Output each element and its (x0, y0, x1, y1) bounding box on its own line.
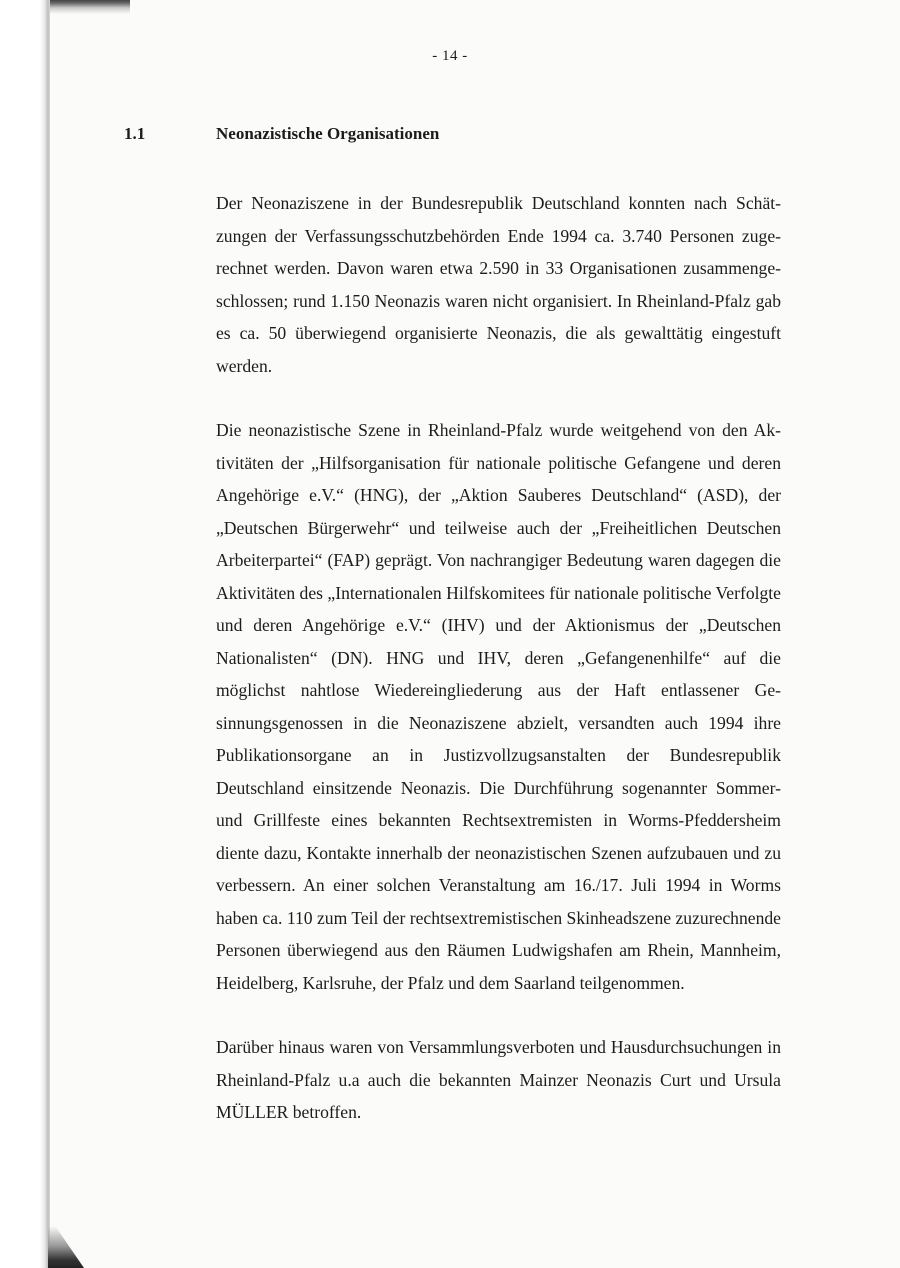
paragraph: Darüber hinaus waren von Versammlungsverboten und Hausdurchsuchungen in Rheinland-Pfalz u.a auch die bekannten Mainzer Neonazis Curt und Ursula MÜLLER betroffen. (216, 1037, 781, 1122)
paragraph: Der Neonaziszene in der Bundesrepublik Deutschland konnten nach Schätzungen der Verfassungsschutzbehörden Ende 1994 ca. 3.740 Personen zugerechnet werden. Davon waren etwa 2.590 in 33 Organisationen zusammengeschlossen; rund 1.150 Neonazis waren nicht organisiert. In Rheinland-Pfalz gab es ca. 50 überwiegend organisierte Neonazis, die als gewalttätig eingestuft werden. (216, 193, 781, 376)
scan-corner-top (50, 0, 130, 14)
section-title: Neonazistische Organisationen (216, 124, 440, 143)
scan-edge (0, 0, 50, 1268)
section-number: 1.1 (124, 124, 146, 143)
section-heading (124, 124, 439, 144)
page-number: - 14 - (432, 48, 468, 64)
body-text (216, 187, 781, 1161)
scan-corner-bottom (48, 1226, 84, 1268)
paragraph: Die neonazistische Szene in Rheinland-Pfalz wurde weitgehend von den Aktivitäten der „Hilfsorganisation für nationale politische Gefangene und deren Angehörige e.V.“ (HNG), der „Aktion Sauberes Deutschland“ (ASD), der „Deutschen Bürgerwehr“ und teilweise auch der „Freiheitlichen Deutschen Arbeiterpartei“ (FAP) geprägt. Von nachrangiger Bedeutung waren dagegen die Aktivitäten des „Internationalen Hilfskomitees für nationale politische Verfolgte und deren Angehörige e.V.“ (IHV) und der Aktionismus der „Deutschen Nationalisten“ (DN). HNG und IHV, deren „Gefangenenhilfe“ auf die möglichst nahtlose Wiedereingliederung aus der Haft entlassener Gesinnungsgenossen in die Neonaziszene abzielt, versandten auch 1994 ihre Publikationsorgane an in Justizvollzugsanstalten der Bundesrepublik Deutschland einsitzende Neonazis. Die Durchführung sogenannter Sommer- und Grillfeste eines bekannten Rechtsextremisten in Worms-Pfeddersheim diente dazu, Kontakte innerhalb der neonazistischen Szenen aufzubauen und zu verbessern. An einer solchen Veranstaltung am 16./17. Juli 1994 in Worms haben ca. 110 zum Teil der rechtsextremistischen Skinheadszene zuzurechnende Personen überwiegend aus den Räumen Ludwigshafen am Rhein, Mannheim, Heidelberg, Karlsruhe, der Pfalz und dem Saarland teilgenommen. (216, 420, 781, 993)
